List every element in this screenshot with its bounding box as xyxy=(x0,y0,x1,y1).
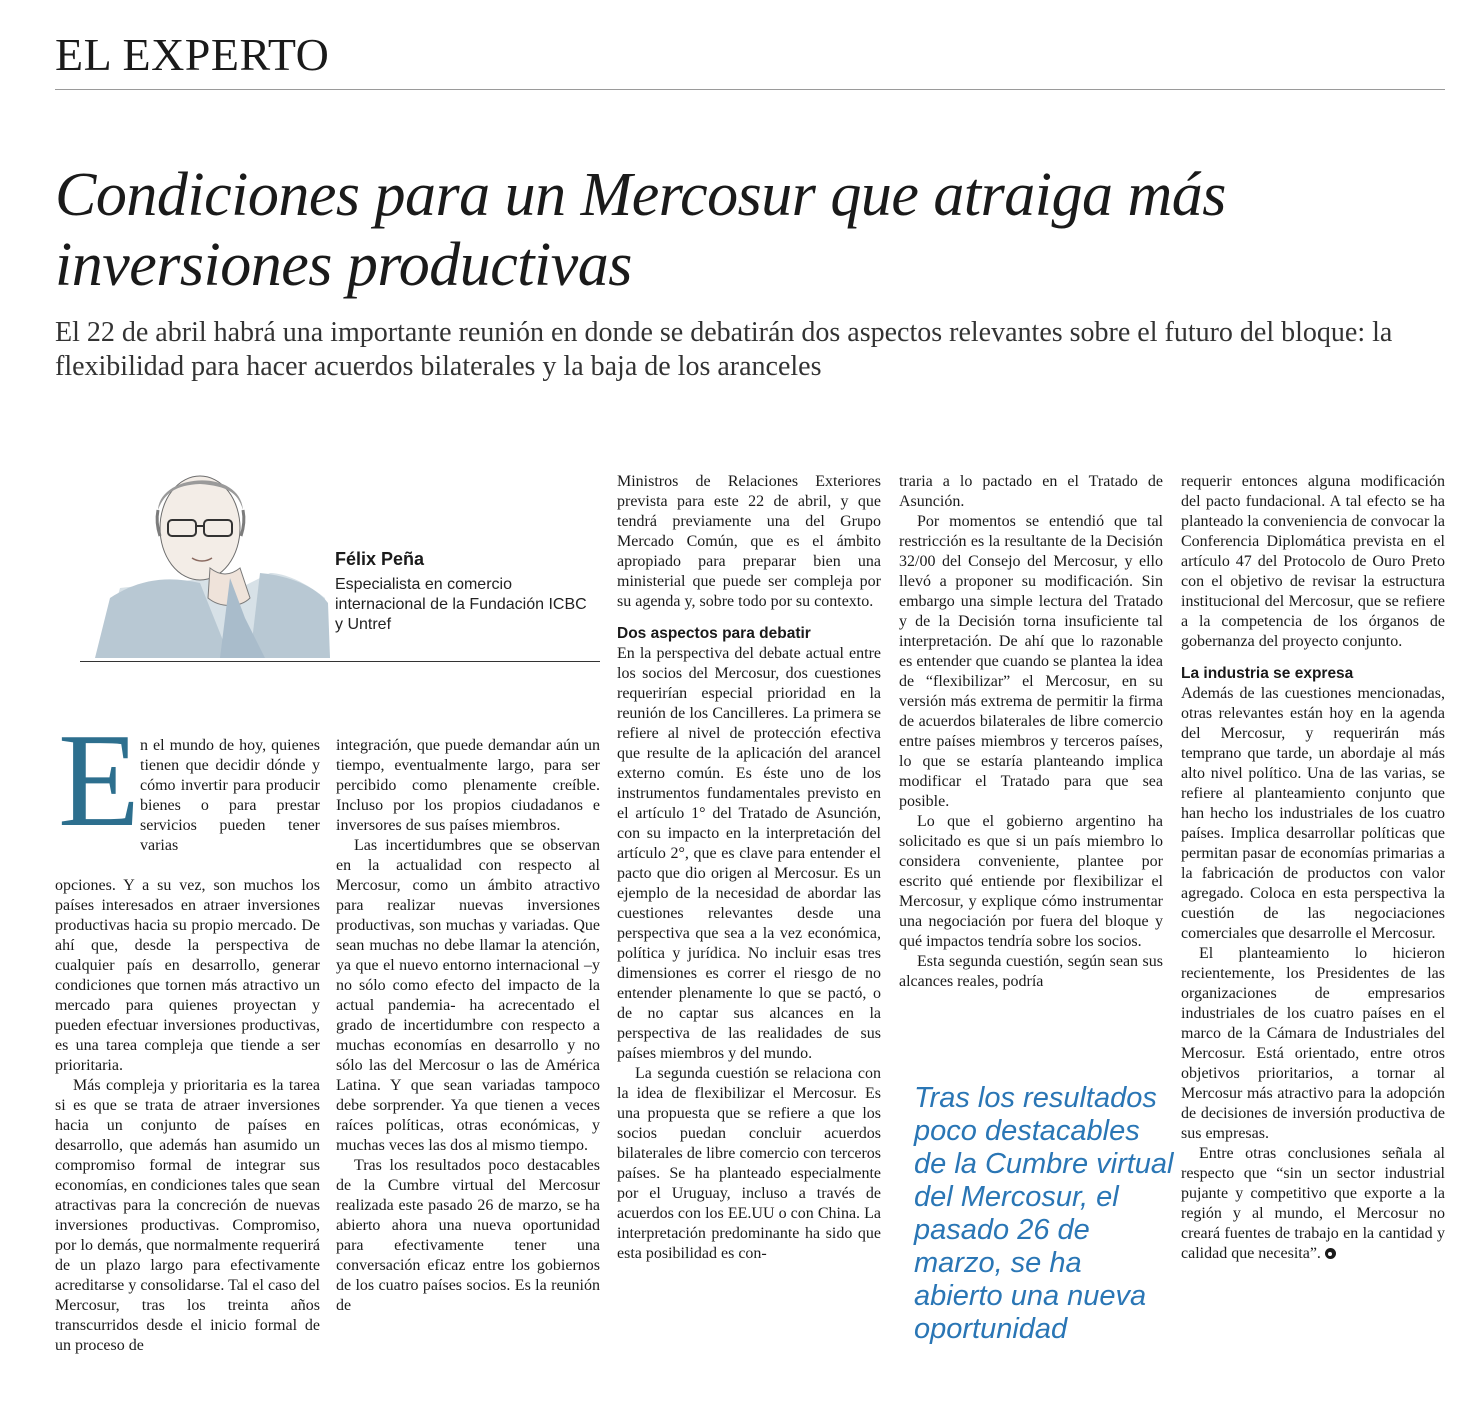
author-name: Félix Peña xyxy=(335,549,425,569)
paragraph: opciones. Y a su vez, son muchos los países interesados en atraer inversiones productivas hacia su propio mercado. De ahí que, desde la perspectiva de cualquier país en desarrollo, generar condiciones que tornen más atractivo un mercado para quienes proyectan y pueden efectuar inversiones productivas, es una tarea compleja que tiende a ser prioritaria. xyxy=(55,877,320,1074)
column-2 xyxy=(336,736,600,1316)
column-5 xyxy=(1181,472,1445,1264)
article-headline: Condiciones para un Mercosur que atraiga más inversiones productivas xyxy=(55,161,1226,299)
paragraph: Esta segunda cuestión, según sean sus alcances reales, podría xyxy=(899,953,1163,990)
header-divider xyxy=(55,89,1445,90)
paragraph: Tras los resultados poco destacables de la Cumbre virtual del Mercosur realizada este pasado 26 de marzo, se ha abierto ahora una nueva oportunidad para efectivamente tener una conversación eficaz entre los gobiernos de los cuatro países socios. Es la reunión de xyxy=(336,1157,600,1314)
drop-cap: E xyxy=(58,706,140,854)
author-divider xyxy=(80,661,600,662)
column-3 xyxy=(617,472,881,1264)
paragraph: Ministros de Relaciones Exteriores prevista para este 22 de abril, y que tendrá previamente una del Grupo Mercado Común, que es el ámbito apropiado para preparar bien una ministerial que puede ser compleja por su agenda y, sobre todo por su contexto. xyxy=(617,473,881,610)
subheading: La industria se expresa xyxy=(1181,665,1354,682)
paragraph: La segunda cuestión se relaciona con la idea de flexibilizar el Mercosur. Es una propuesta que se refiere a que los socios puedan concluir acuerdos bilaterales de libre comercio con terceros países. Se ha planteado especialmente por el Uruguay, incluso a través de acuerdos con los EE.UU o con China. La interpretación predominante ha sido que esta posibilidad es con- xyxy=(617,1065,881,1262)
paragraph: En la perspectiva del debate actual entre los socios del Mercosur, dos cuestiones requerirían especial prioridad en la reunión de los Cancilleres. La primera se refiere al nivel de protección efectiva que resulte de la aplicación del arancel externo común. Es éste uno de los instrumentos fundamentales previsto en el artículo 1° del Tratado de Asunción, con su impacto en la interpretación del artículo 2°, que es clave para entender el pacto que dio origen al Mercosur. Es un ejemplo de la necesidad de abordar las cuestiones relevantes desde una perspectiva que sea a la vez económica, política y jurídica. No incluir esas tres dimensiones es correr el riesgo de no entender plenamente lo que se pactó, o de no captar sus alcances en la perspectiva de las realidades de sus países miembros y del mundo. xyxy=(617,645,881,1062)
paragraph: Además de las cuestiones mencionadas, otras relevantes están hoy en la agenda del Mercosur, y requerirán más temprano que tarde, un abordaje al más alto nivel político. Una de las varias, se refiere al planteamiento conjunto que han hecho los industriales de los cuatro países. Implica desarrollar políticas que permitan pasar de economías primarias a la fabricación de productos con valor agregado. Coloca en esta perspectiva la cuestión de las negociaciones comerciales que desarrolle el Mercosur. xyxy=(1181,685,1445,942)
author-bio: Especialista en comercio internacional de la Fundación ICBC y Untref xyxy=(335,576,587,633)
paragraph: integración, que puede demandar aún un tiempo, eventualmente largo, para ser percibido como plenamente creíble. Incluso por los propios ciudadanos e inversores de sus países miembros. xyxy=(336,737,600,834)
article-lead: El 22 de abril habrá una importante reunión en donde se debatirán dos aspectos relevantes sobre el futuro del bloque: la flexibilidad para hacer acuerdos bilaterales y la baja de los aranceles xyxy=(55,317,1393,382)
section-header: EL EXPERTO xyxy=(55,29,330,80)
paragraph: Lo que el gobierno argentino ha solicitado es que si un país miembro lo considera conveniente, plantee por escrito qué entiende por flexibilizar el Mercosur, y explique cómo instrumentar una negociación por fuera del bloque y qué impactos tendría sobre los socios. xyxy=(899,813,1163,950)
author-portrait-illustration xyxy=(80,458,330,658)
paragraph: traria a lo pactado en el Tratado de Asunción. xyxy=(899,473,1163,510)
paragraph: Más compleja y prioritaria es la tarea si es que se trata de atraer inversiones hacia un conjunto de países en desarrollo, que además han asumido un compromiso formal de integrar sus economías, en condiciones tales que sean atractivas para la concreción de nuevas inversiones productivas. Compromiso, por lo demás, que normalmente requerirá de un plazo largo para efectivamente acreditarse y consolidarse. Tal el caso del Mercosur, tras los treinta años transcurridos desde el inicio formal de un proceso de xyxy=(55,1077,320,1354)
end-of-article-icon xyxy=(1325,1248,1336,1259)
paragraph: El planteamiento lo hicieron recientemente, los Presidentes de las organizaciones de empresarios industriales de los cuatro países en el marco de la Cámara de Industriales del Mercosur. Está orientado, entre otros objetivos prioritarios, a tornar al Mercosur más atractivo para la adopción de decisiones de inversión productiva de sus empresas. xyxy=(1181,945,1445,1142)
last-paragraph xyxy=(1181,1144,1445,1264)
paragraph: Por momentos se entendió que tal restricción es la resultante de la Decisión 32/00 del Consejo del Mercosur, y ello llevó a proponer su modificación. Sin embargo una simple lectura del Tratado y de la Decisión torna insuficiente tal interpretación. De ahí que lo razonable es entender que cuando se plantea la idea de “flexibilizar” el Mercosur, en su versión más extrema de permitir la firma de acuerdos bilaterales de libre comercio entre países miembros y terceros países, lo que se estaría planteando implica modificar el Tratado para que sea posible. xyxy=(899,513,1163,810)
pull-quote: Tras los resultados poco destacables de la Cumbre virtual del Mercosur, el pasado 26 de marzo, se ha abierto una nueva oportunidad xyxy=(914,1082,1174,1345)
subheading: Dos aspectos para debatir xyxy=(617,625,811,642)
paragraph: requerir entonces alguna modificación del pacto fundacional. A tal efecto se ha planteado la conveniencia de convocar la Conferencia Diplomática prevista en el artículo 47 del Protocolo de Ouro Preto con el objetivo de revisar la estructura institucional del Mercosur, que se refiere a la competencia de los órganos de gobernanza del proyecto conjunto. xyxy=(1181,473,1445,650)
column-4 xyxy=(899,472,1163,992)
paragraph-text: Entre otras conclusiones señala al respecto que “sin un sector industrial pujante y competitivo que exporte a la región y al mundo, el Mercosur no creará fuentes de trabajo en la cantidad y calidad que necesita”. xyxy=(1181,1145,1445,1262)
column-1 xyxy=(55,876,320,1356)
paragraph: Las incertidumbres que se observan en la actualidad con respecto al Mercosur, como un ámbito atractivo para realizar nuevas inversiones productivas, son muchas y variadas. Que sean muchas no debe llamar la atención, ya que el nuevo entorno internacional –y no sólo como efecto del impacto de la actual pandemia- ha acrecentado el grado de incertidumbre con respecto a muchas economías en desarrollo y no sólo las del Mercosur o las de América Latina. Y que sean variadas tampoco debe sorprender. Ya que tienen a veces raíces políticas, otras económicas, y muchas veces las dos al mismo tiempo. xyxy=(336,837,600,1154)
column-1-intro-text: n el mundo de hoy, quienes tienen que decidir dónde y cómo invertir para producir bienes o para prestar servicios pueden tener varias xyxy=(140,737,320,854)
